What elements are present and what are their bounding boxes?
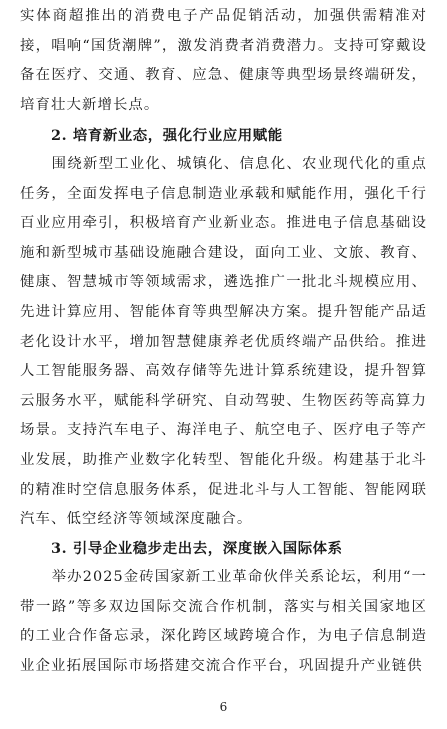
page-number: 6 — [219, 700, 228, 714]
section-3-heading: 3. 引导企业稳步走出去，深度嵌入国际体系 — [51, 540, 343, 557]
continuation-paragraph: 实体商超推出的消费电子产品促销活动，加强供需精准对接，唱响“国货潮牌”，激发消费者消费潜力。支持可穿戴设备在医疗、交通、教育、应急、健康等典型场景终端研发，培育壮大新增长点。 — [20, 8, 427, 113]
section-2-heading: 2. 培育新业态，强化行业应用赋能 — [51, 127, 283, 144]
section-3-paragraph: 举办2025金砖国家新工业革命伙伴关系论坛，利用“一带一路”等多双边国际交流合作机制，落实与相关国家地区的工业合作备忘录，深化跨区域跨境合作，为电子信息制造业企业拓展国际市场搭建交流合作平台，巩固提升产业链供 — [20, 569, 427, 674]
section-2-paragraph: 围绕新型工业化、城镇化、信息化、农业现代化的重点任务，全面发挥电子信息制造业承载和赋能作用，强化千行百业应用牵引，积极培育产业新业态。推进电子信息基础设施和新型城市基础设施融合建设，面向工业、文旅、教育、健康、智慧城市等领域需求，遴选推广一批北斗规模应用、先进计算应用、智能体育等典型解决方案。提升智能产品适老化设计水平，增加智慧健康养老优质终端产品供给。推进人工智能服务器、高效存储等先进计算系统建设，提升智算云服务水平，赋能科学研究、自动驾驶、生物医药等高算力场景。支持汽车电子、海洋电子、航空电子、医疗电子等产业发展，助推产业数字化转型、智能化升级。构建基于北斗的精准时空信息服务体系，促进北斗与人工智能、智能网联汽车、低空经济等领域深度融合。 — [20, 156, 427, 528]
